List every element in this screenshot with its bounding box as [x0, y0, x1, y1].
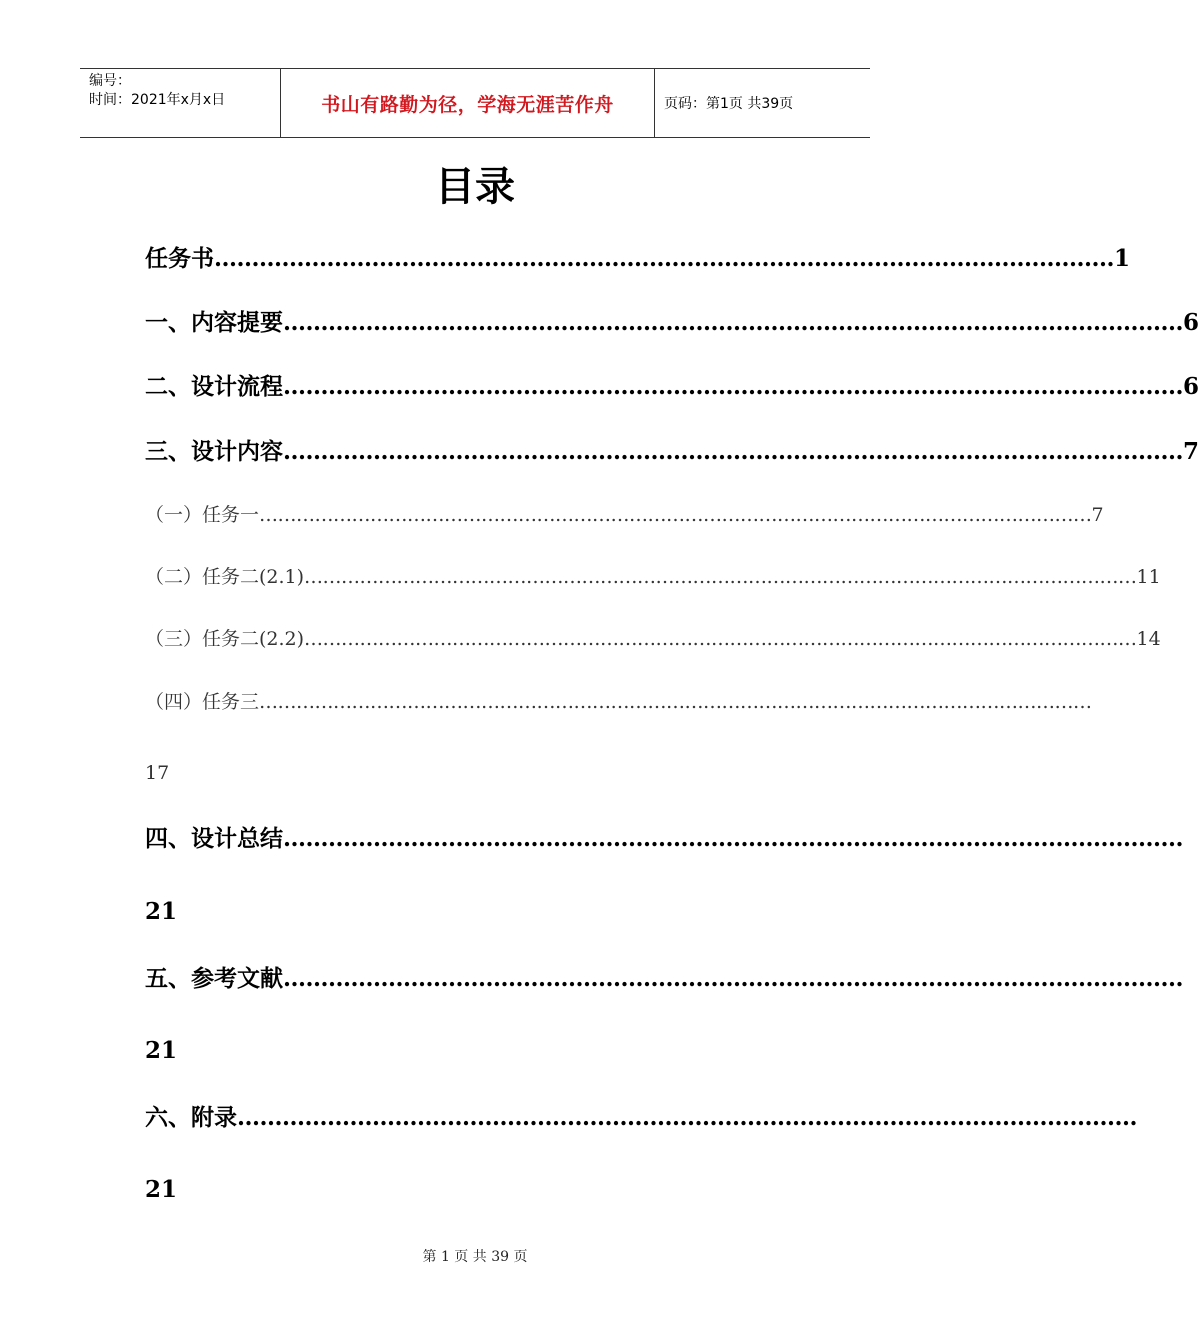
header-meta — [80, 69, 281, 137]
toc-entry[interactable] — [145, 624, 1161, 654]
toc-entry-page: 14 — [1136, 628, 1161, 650]
toc-entry-page: 1 — [1114, 245, 1131, 272]
toc-leader: ……………………………………………………………………………………………………………………… — [259, 691, 1092, 713]
toc-entry-page: 21 — [145, 1176, 178, 1203]
toc-entry-text: （一）任务一 — [145, 504, 260, 526]
page-title: 目录 — [435, 164, 515, 210]
toc-entry-text: 三、设计内容 — [145, 438, 283, 465]
toc-entry[interactable] — [145, 306, 1199, 340]
toc-entry[interactable] — [145, 500, 1104, 530]
toc-entry[interactable] — [145, 687, 1092, 717]
toc-leader: ……………………………………………………………………………………………………………………… — [304, 566, 1137, 588]
toc-entry-page: 11 — [1136, 566, 1161, 588]
toc-entry-page: 21 — [145, 1037, 178, 1064]
toc-entry-text: 六、附录 — [145, 1104, 237, 1131]
toc-leader: ………………………………………………………………………………………………………… — [283, 825, 1183, 852]
header-page-info: 页码：第1页 共39页 — [664, 96, 794, 112]
toc-entry-text: 五、参考文献 — [145, 965, 283, 992]
toc-leader: ………………………………………………………………………………………………………… — [283, 309, 1183, 336]
toc-leader: ………………………………………………………………………………………………………… — [283, 965, 1183, 992]
toc-entry-text: 二、设计流程 — [145, 373, 283, 400]
toc-entry-text: （三）任务二(2.2) — [145, 628, 305, 650]
time-label: 时间：2021年x月x日 — [89, 92, 226, 108]
toc-entry-text: （四）任务三 — [145, 691, 260, 713]
toc-entry[interactable] — [145, 370, 1199, 404]
page-footer: 第 1 页 共 39 页 — [422, 1249, 528, 1265]
toc-entry-text: 一、内容提要 — [145, 309, 283, 336]
toc-entry[interactable] — [145, 242, 1131, 276]
toc-entry-page: 6 — [1183, 309, 1199, 336]
toc-leader: ……………………………………………………………………………………………………………………… — [259, 504, 1092, 526]
toc-entry-page: 17 — [145, 762, 170, 784]
toc-leader: ……………………………………………………………………………………………………………………… — [304, 628, 1137, 650]
toc-entry-page: 6 — [1183, 373, 1199, 400]
toc-entry-page: 7 — [1183, 438, 1199, 465]
page-header — [80, 68, 870, 138]
toc-entry-text: （二）任务二(2.1) — [145, 566, 305, 588]
header-motto: 书山有路勤为径，学海无涯苦作舟 — [281, 69, 655, 137]
toc-entry[interactable] — [145, 822, 1183, 856]
toc-leader: ………………………………………………………………………………………………………… — [237, 1104, 1137, 1131]
toc-entry[interactable] — [145, 962, 1183, 996]
toc-entry-page: 7 — [1091, 504, 1104, 526]
toc-leader: ………………………………………………………………………………………………………… — [214, 245, 1114, 272]
toc-entry[interactable] — [145, 1101, 1137, 1135]
toc-entry-text: 任务书 — [145, 245, 214, 272]
toc-leader: ………………………………………………………………………………………………………… — [283, 373, 1183, 400]
toc-entry-page: 21 — [145, 898, 178, 925]
toc-entry-text: 四、设计总结 — [145, 825, 283, 852]
number-label: 编号： — [89, 73, 131, 89]
toc-entry[interactable] — [145, 562, 1161, 592]
toc-leader: ………………………………………………………………………………………………………… — [283, 438, 1183, 465]
toc-entry[interactable] — [145, 435, 1199, 469]
